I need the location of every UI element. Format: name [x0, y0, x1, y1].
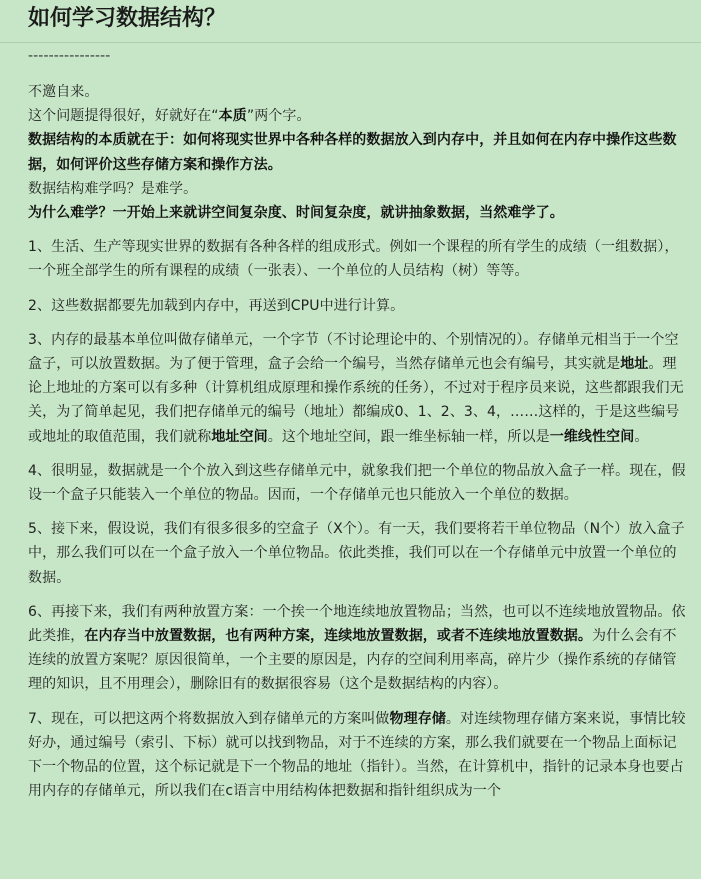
paragraph-5: 5、接下来，假设说，我们有很多很多的空盒子（X个）。有一天，我们要将若干单位物品（N个）放入盒子中，那么我们可以在一个盒子放入一个单位物品。依此类推，我们可以在一个存储单元中放置一个单位的数据。 [28, 521, 685, 586]
title-divider-line [0, 42, 701, 43]
emphasis-address-space: 地址空间 [211, 428, 268, 445]
paragraph-4: 4、很明显，数据就是一个个放入到这些存储单元中，就象我们把一个单位的物品放入盒子一样。现在，假设一个盒子只能装入一个单位的物品。因而，一个存储单元也只能放入一个单位的数据。 [28, 462, 686, 504]
paragraph-1: 1、生活、生产等现实世界的数据有各种各样的组成形式。例如一个课程的所有学生的成绩（一组数据），一个班全部学生的所有课程的成绩（一张表）、一个单位的人员结构（树）等等。 [28, 239, 679, 280]
paragraph-6: 6、再接下来，我们有两种放置方案：一个挨一个地连续地放置物品；当然，也可以不连续地放置物品。依此类推，在内存当中放置数据，也有两种方案，连续地放置数据，或者不连续地放置数据。为什么会有不连续的放置方案呢？原因很简单，一个主要的原因是，内存的空间利用率高，碎片少（操作系统的存储管理的知识，且不用理会），删除旧有的数据很容易（这个是数据结构的内容）。 [28, 603, 686, 693]
page-title: 如何学习数据结构？ [28, 6, 227, 31]
intro-block [28, 80, 686, 225]
intro-line-2: 这个问题提得很好，好就好在“本质”两个字。 [28, 108, 311, 125]
intro-line-5-bold: 为什么难学？一开始上来就讲空间复杂度、时间复杂度，就讲抽象数据，当然难学了。 [28, 205, 564, 222]
paragraph-7: 7、现在，可以把这两个将数据放入到存储单元的方案叫做物理存储。对连续物理存储方案来说，事情比较好办，通过编号（索引、下标）就可以找到物品，对于不连续的方案，那么我们就要在一个物品上面标记下一个物品的位置，这个标记就是下一个物品的地址（指针）。当然，在计算机中，指针的记录本身也要占用内存的存储单元，所以我们在c语言中用结构体把数据和指针组织成为一个 [28, 710, 686, 800]
article-body [28, 44, 686, 803]
emphasis-essence: 本质 [218, 108, 247, 125]
dashed-separator: ---------------- [28, 48, 111, 64]
intro-line-4: 数据结构难学吗？是难学。 [28, 180, 198, 197]
paragraph-3: 3、内存的最基本单位叫做存储单元，一个字节（不讨论理论中的、个别情况的）。存储单元相当于一个空盒子，可以放置数据。为了便于管理，盒子会给一个编号，当然存储单元也会有编号，其实就是地址。理论上地址的方案可以有多种（计算机组成原理和操作系统的任务），不过对于程序员来说，这些都跟我们无关，为了简单起见，我们把存储单元的编号（地址）都编成0、1、2、3、4，……这样的，于是这些编号或地址的取值范围，我们就称地址空间。这个地址空间，跟一维坐标轴一样，所以是一维线性空间。 [28, 331, 684, 445]
emphasis-address: 地址 [620, 356, 649, 373]
intro-line-3-bold: 数据结构的本质就在于：如何将现实世界中各种各样的数据放入到内存中，并且如何在内存中操作这些数据，如何评价这些存储方案和操作方法。 [28, 132, 677, 173]
emphasis-physical-storage: 物理存储 [389, 710, 446, 727]
paragraph-2: 2、这些数据都要先加载到内存中，再送到CPU中进行计算。 [28, 297, 405, 314]
emphasis-two-schemes: 在内存当中放置数据，也有两种方案，连续地放置数据，或者不连续地放置数据。 [84, 628, 593, 645]
intro-line-1: 不邀自来。 [28, 84, 99, 100]
emphasis-linear-space: 一维线性空间 [549, 428, 635, 445]
